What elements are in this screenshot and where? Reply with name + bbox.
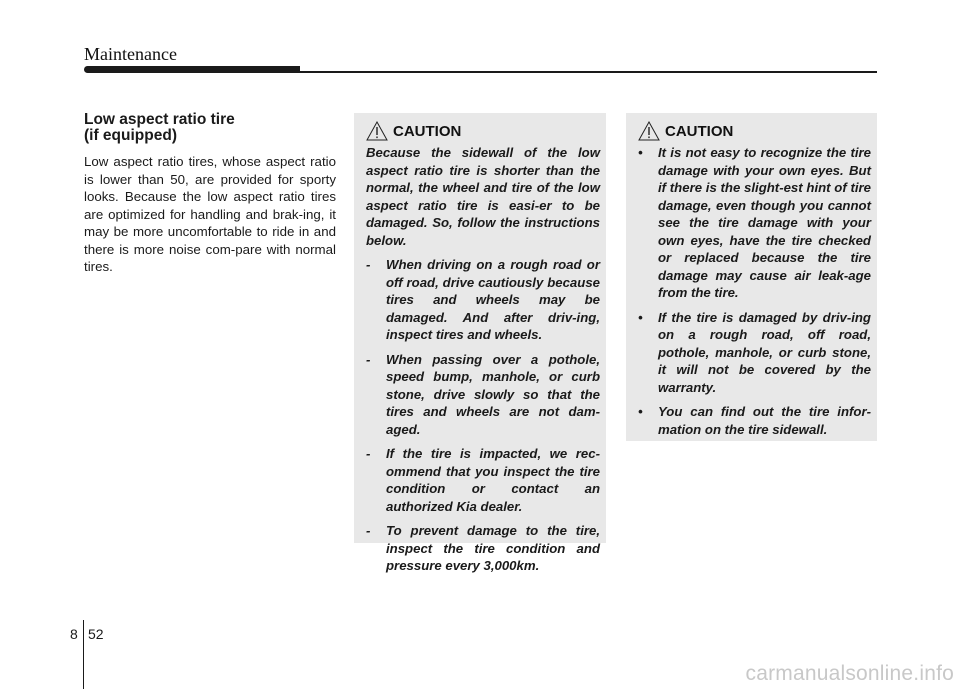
list-item-text: It is not easy to recognize the tire damage with your own eyes. But if there is the slight-est hint of tire damage, even though you cannot see the tire damage with your own eyes, have the tire checked or replaced because the tire damage may cause air leak-age from the tire. (658, 145, 871, 300)
section-body: Low aspect ratio tires, whose aspect ratio is lower than 50, are provided for sporty looks. Because the low aspect ratio tires are optimized for handling and brak-ing, it may be more uncomfortable to ride in and there is more noise com-pare with normal tires. (84, 154, 336, 274)
caution-list (638, 144, 871, 438)
caution-box-damage (626, 113, 877, 441)
header-rule (300, 71, 877, 73)
list-item-text: You can find out the tire infor-mation on the tire sidewall. (658, 404, 871, 437)
header-title: Maintenance (84, 44, 177, 64)
section-title (84, 112, 336, 144)
list-item: • If the tire is damaged by driv-ing on a rough road, off road, pothole, manhole, or curb stone, it will not be covered by the warranty. (638, 309, 871, 395)
section-title-line2: (if equipped) (84, 127, 177, 144)
warning-triangle-icon (638, 121, 660, 141)
caution-label: CAUTION (393, 122, 462, 140)
caution-intro: Because the sidewall of the low aspect ratio tire is shorter than the normal, the wheel and tire of the low aspect ratio tire is easi-er to be damaged. So, follow the instructions below. (366, 145, 600, 248)
list-item-text: When driving on a rough road or off road, drive cautiously because tires and wheels may be damaged. And after driv-ing, inspect tires and wheels. (386, 257, 600, 342)
caution-heading (638, 121, 871, 141)
list-item-text: When passing over a pothole, speed bump, manhole, or curb stone, drive slowly so that the tires and wheels are not dam-aged. (386, 351, 600, 437)
list-item: • You can find out the tire infor-mation on the tire sidewall. (638, 404, 871, 437)
caution-box-sidewall (354, 113, 606, 573)
list-item: - When driving on a rough road or off road, drive cautiously because tires and wheels may be damaged. And after driv-ing, inspect tires and wheels. (366, 257, 600, 342)
caution-list (366, 256, 600, 575)
watermark: carmanualsonline.info (745, 662, 954, 685)
list-item: - To prevent damage to the tire, inspect the tire condition and pressure every 3,000km. (366, 523, 600, 573)
page-number: 52 (88, 626, 104, 642)
footer-divider (83, 620, 84, 689)
caution-label: CAUTION (665, 122, 734, 140)
page-section-number: 8 (70, 626, 78, 642)
main-column (84, 112, 336, 276)
warning-triangle-icon (366, 121, 388, 141)
list-item-text: To prevent damage to the tire, inspect the tire condition and pressure every 3,000km. (386, 523, 600, 573)
section-title-line1: Low aspect ratio tire (84, 111, 235, 128)
header-bar (84, 66, 300, 73)
list-item-text: If the tire is damaged by driv-ing on a rough road, off road, pothole, manhole, or curb stone, it will not be covered by the warranty. (658, 309, 871, 395)
list-item-text: If the tire is impacted, we rec-ommend that you inspect the tire condition or contact an authorized Kia dealer. (386, 446, 600, 514)
list-item: • It is not easy to recognize the tire damage with your own eyes. But if there is the slight-est hint of tire damage, even though you cannot see the tire damage with your own eyes, have the tire checked or replaced because the tire damage may cause air leak-age from the tire. (638, 145, 871, 300)
list-item: - If the tire is impacted, we rec-ommend that you inspect the tire condition or contact an authorized Kia dealer. (366, 446, 600, 514)
list-item: - When passing over a pothole, speed bump, manhole, or curb stone, drive slowly so that the tires and wheels are not dam-aged. (366, 351, 600, 437)
caution-heading (366, 121, 600, 141)
